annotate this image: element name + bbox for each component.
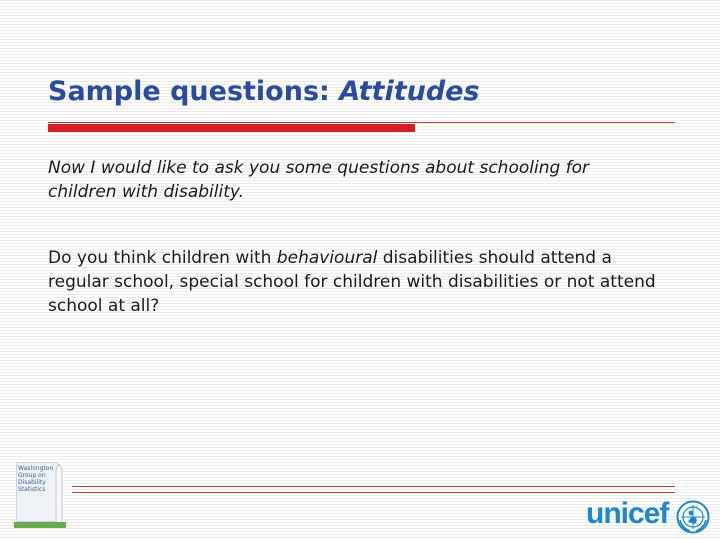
title-underline-thick bbox=[48, 124, 415, 132]
wg-logo-line-4: Statistics bbox=[18, 486, 46, 493]
washington-group-logo bbox=[14, 462, 68, 530]
monument-icon bbox=[55, 464, 63, 524]
question-emphasis: behavioural bbox=[276, 248, 378, 268]
wg-logo-line-2: Group on bbox=[18, 472, 46, 479]
intro-paragraph: Now I would like to ask you some questions about schooling for children with disability. bbox=[48, 158, 590, 202]
unicef-wordmark: unicef bbox=[586, 497, 669, 530]
title-main-text: Sample questions: bbox=[48, 76, 340, 107]
slide-title bbox=[48, 76, 480, 107]
question-text-after: disabilities should attend a regular school, special school for children with disabilities or not attend school at all? bbox=[48, 248, 656, 316]
title-underline-thin bbox=[48, 122, 675, 123]
wg-logo-line-1: Washington bbox=[18, 465, 54, 472]
title-italic-text: Attitudes bbox=[339, 76, 480, 107]
wg-logo-base bbox=[14, 522, 66, 528]
unicef-emblem-icon bbox=[676, 500, 710, 534]
footer-divider-top bbox=[72, 486, 675, 487]
wg-logo-text bbox=[18, 465, 58, 493]
question-paragraph bbox=[48, 246, 658, 318]
question-text-before: Do you think children with bbox=[48, 248, 277, 268]
footer-divider-bottom bbox=[72, 492, 675, 493]
wg-logo-line-3: Disability bbox=[18, 479, 46, 486]
